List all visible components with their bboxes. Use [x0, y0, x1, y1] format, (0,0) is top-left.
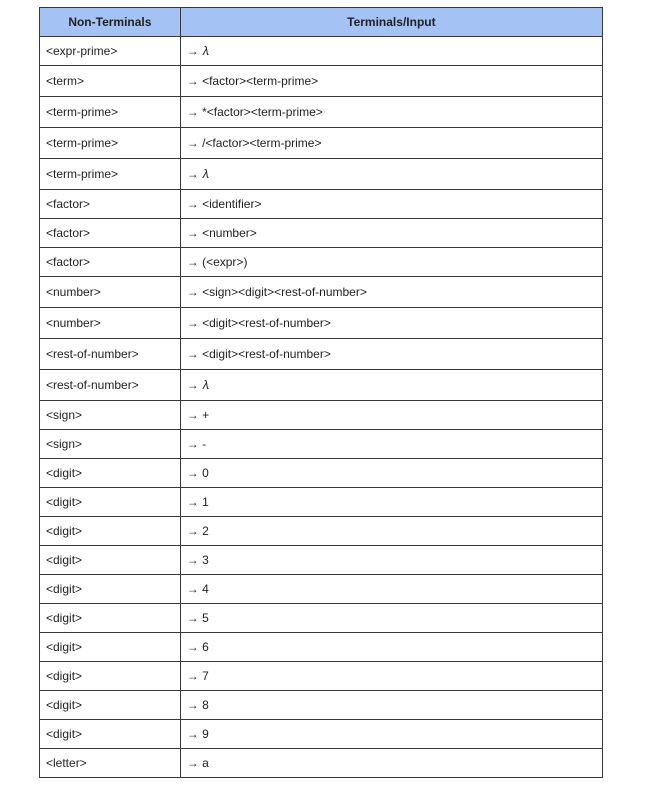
table-row	[40, 749, 603, 778]
production-cell: → 0	[180, 459, 602, 488]
table-row	[40, 248, 603, 277]
non-terminal-cell: <term-prime>	[40, 128, 181, 159]
table-row	[40, 219, 603, 248]
table-row	[40, 97, 603, 128]
table-row	[40, 66, 603, 97]
production-cell: → 4	[180, 575, 602, 604]
non-terminal-cell: <term-prime>	[40, 97, 181, 128]
production-cell: → <digit><rest-of-number>	[180, 339, 602, 370]
non-terminal-cell: <expr-prime>	[40, 37, 181, 66]
table-row	[40, 277, 603, 308]
table-row	[40, 604, 603, 633]
table-body	[40, 37, 603, 778]
production-cell: → 𝜆	[180, 159, 602, 190]
non-terminal-cell: <sign>	[40, 401, 181, 430]
table-row	[40, 662, 603, 691]
header-row	[40, 8, 603, 37]
production-cell: → *<factor><term-prime>	[180, 97, 602, 128]
table-row	[40, 691, 603, 720]
grammar-table	[39, 7, 603, 778]
table-row	[40, 190, 603, 219]
production-cell: → 8	[180, 691, 602, 720]
table-row	[40, 488, 603, 517]
non-terminal-cell: <term-prime>	[40, 159, 181, 190]
table-row	[40, 459, 603, 488]
production-cell: → <factor><term-prime>	[180, 66, 602, 97]
table-row	[40, 128, 603, 159]
table-row	[40, 633, 603, 662]
production-cell: → /<factor><term-prime>	[180, 128, 602, 159]
table-row	[40, 720, 603, 749]
table-row	[40, 339, 603, 370]
table-row	[40, 37, 603, 66]
production-cell: → -	[180, 430, 602, 459]
production-cell: → 𝜆	[180, 37, 602, 66]
non-terminal-cell: <digit>	[40, 459, 181, 488]
production-cell: → 6	[180, 633, 602, 662]
non-terminal-cell: <factor>	[40, 219, 181, 248]
production-cell: → 𝜆	[180, 370, 602, 401]
non-terminal-cell: <digit>	[40, 517, 181, 546]
non-terminal-cell: <digit>	[40, 604, 181, 633]
non-terminal-cell: <digit>	[40, 546, 181, 575]
production-cell: → <identifier>	[180, 190, 602, 219]
non-terminal-cell: <factor>	[40, 248, 181, 277]
production-cell: → (<expr>)	[180, 248, 602, 277]
production-cell: → <digit><rest-of-number>	[180, 308, 602, 339]
non-terminal-cell: <letter>	[40, 749, 181, 778]
non-terminal-cell: <digit>	[40, 691, 181, 720]
production-cell: → <number>	[180, 219, 602, 248]
non-terminal-cell: <number>	[40, 277, 181, 308]
non-terminal-cell: <number>	[40, 308, 181, 339]
production-cell: → 3	[180, 546, 602, 575]
production-cell: → 7	[180, 662, 602, 691]
non-terminal-cell: <digit>	[40, 633, 181, 662]
non-terminal-cell: <sign>	[40, 430, 181, 459]
table-row	[40, 401, 603, 430]
table-row	[40, 159, 603, 190]
table-row	[40, 370, 603, 401]
non-terminal-cell: <digit>	[40, 575, 181, 604]
table-row	[40, 575, 603, 604]
non-terminal-cell: <rest-of-number>	[40, 370, 181, 401]
production-cell: → 9	[180, 720, 602, 749]
header-non-terminals: Non-Terminals	[40, 8, 181, 37]
table-row	[40, 308, 603, 339]
header-terminals-input: Terminals/Input	[180, 8, 602, 37]
non-terminal-cell: <rest-of-number>	[40, 339, 181, 370]
production-cell: → +	[180, 401, 602, 430]
non-terminal-cell: <term>	[40, 66, 181, 97]
table-row	[40, 546, 603, 575]
table-row	[40, 517, 603, 546]
non-terminal-cell: <digit>	[40, 662, 181, 691]
production-cell: → 2	[180, 517, 602, 546]
table-row	[40, 430, 603, 459]
non-terminal-cell: <factor>	[40, 190, 181, 219]
non-terminal-cell: <digit>	[40, 720, 181, 749]
production-cell: → 5	[180, 604, 602, 633]
non-terminal-cell: <digit>	[40, 488, 181, 517]
production-cell: → <sign><digit><rest-of-number>	[180, 277, 602, 308]
production-cell: → 1	[180, 488, 602, 517]
production-cell: → a	[180, 749, 602, 778]
